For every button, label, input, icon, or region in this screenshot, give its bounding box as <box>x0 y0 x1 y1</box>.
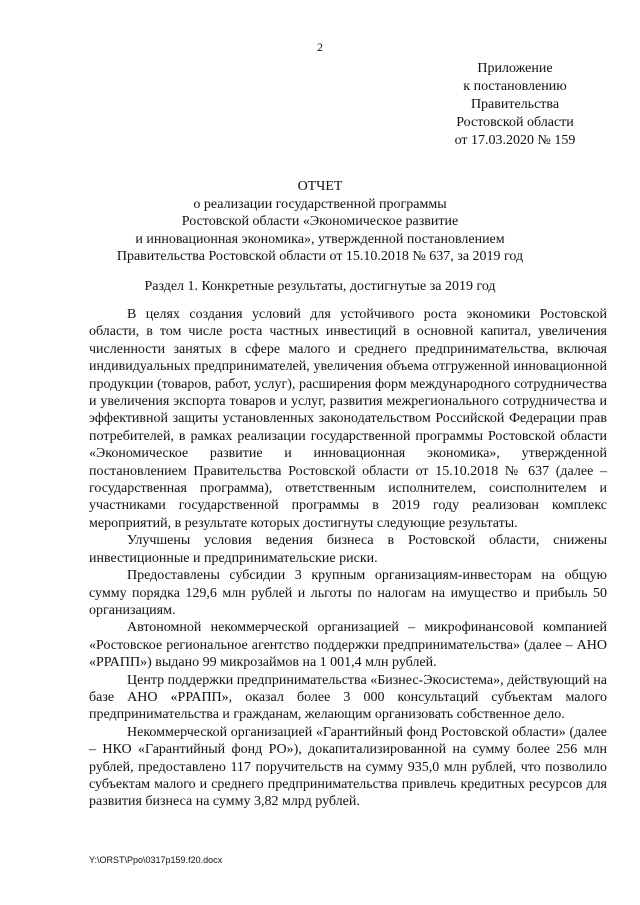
report-heading: ОТЧЕТ <box>297 179 343 194</box>
appendix-line: от 17.03.2020 № 159 <box>454 133 576 148</box>
report-subtitle-line: Правительства Ростовской области от 15.10.2018 № 637, за 2019 год <box>116 249 524 264</box>
body-text <box>89 306 607 811</box>
report-subtitle-line: о реализации государственной программы <box>193 196 447 212</box>
file-path-footer: Y:\ORST\Ppo\0317p159.f20.docx <box>89 855 223 865</box>
appendix-line: Правительства <box>470 97 560 112</box>
paragraph: Центр поддержки предпринимательства «Бизнес-Экосистема», действующий на базе АНО «РРАПП», оказал более 3 000 консультаций субъектам малого предпринимательства и гражданам, желающим организовать собственное дело. <box>89 672 607 723</box>
paragraph: Улучшены условия ведения бизнеса в Ростовской области, снижены инвестиционные и предпринимательские риски. <box>89 533 607 566</box>
paragraph: В целях создания условий для устойчивого роста экономики Ростовской области, в том числе роста частных инвестиций в основной капитал, увеличения численности занятых в сфере малого и среднего предпринимательства, включая индивидуальных предпринимателей, увеличения объема отгруженной инновационной продукции (товаров, работ, услуг), расширения форм международного сотрудничества и увеличения экспорта товаров и услуг, развития межрегионального сотрудничества и эффективной защиты установленных законодательством Российской Федерации прав потребителей, в рамках реализации государственной программы Ростовской области «Экономическое развитие и инновационная экономика», утвержденной постановлением Правительства Ростовской области от 15.10.2018 № 637 (далее – государственная программа), ответственным исполнителем, соисполнителем и участниками государственной программы в 2019 году реализован комплекс мероприятий, в результате которых достигнуты следующие результаты. <box>89 307 607 531</box>
page-number: 2 <box>317 40 323 54</box>
report-title-block <box>0 178 640 266</box>
paragraph: Предоставлены субсидии 3 крупным организациям-инвесторам на общую сумму порядка 129,6 млн рублей и льготы по налогам на имущество и прибыль 50 организациям. <box>89 568 607 618</box>
report-subtitle-line: и инновационная экономика», утвержденной постановлением <box>135 231 505 247</box>
appendix-line: Ростовской области <box>456 115 574 130</box>
appendix-block <box>420 60 610 150</box>
appendix-line: Приложение <box>477 61 553 76</box>
section-heading: Раздел 1. Конкретные результаты, достигнутые за 2019 год <box>144 279 496 294</box>
report-subtitle-line: Ростовской области «Экономическое развитие <box>181 214 459 229</box>
paragraph: Автономной некоммерческой организацией – микрофинансовой компанией «Ростовское региональное агентство поддержки предпринимательства» (далее – АНО «РРАПП») выдано 99 микрозаймов на 1 001,4 млн рублей. <box>89 620 607 671</box>
paragraph: Некоммерческой организацией «Гарантийный фонд Ростовской области» (далее – НКО «Гарантийный фонд РО»), докапитализированной на сумму более 256 млн рублей, предоставлено 117 поручительств на сумму 935,0 млн рублей, что позволило субъектам малого и среднего предпринимательства привлечь кредитных ресурсов для развития бизнеса на сумму 3,82 млрд рублей. <box>89 724 607 810</box>
appendix-line: к постановлению <box>463 79 567 94</box>
